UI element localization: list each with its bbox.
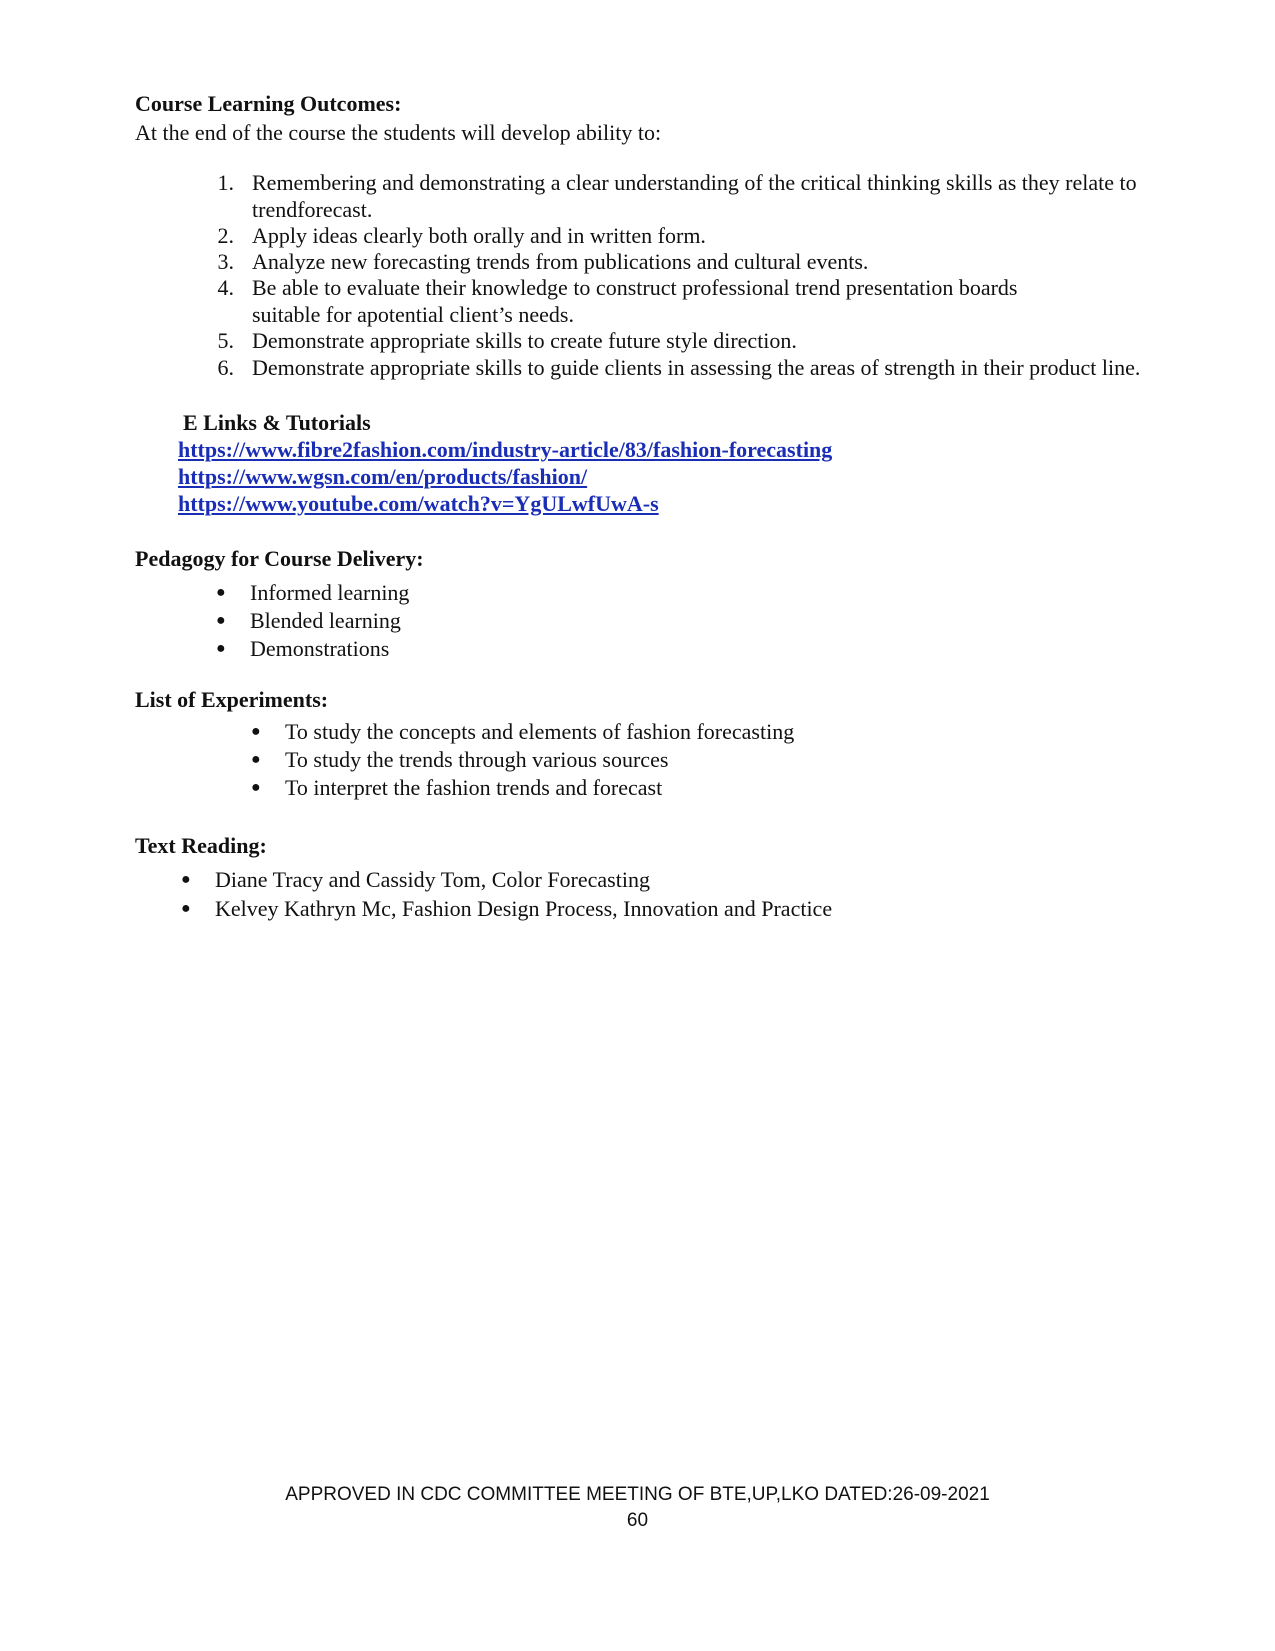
experiment-item-text: To study the trends through various sources <box>285 747 669 772</box>
clo-item-text: Demonstrate appropriate skills to guide clients in assessing the areas of strength in their product line. <box>252 355 1141 380</box>
clo-item-number: 1. <box>217 170 234 195</box>
clo-item-number: 3. <box>217 249 234 274</box>
experiment-item-text: To study the concepts and elements of fashion forecasting <box>285 719 795 744</box>
pedagogy-item-text: Demonstrations <box>250 636 390 661</box>
link-youtube[interactable]: https://www.youtube.com/watch?v=YgULwfUwA-s <box>178 491 659 516</box>
link-fibre2fashion[interactable]: https://www.fibre2fashion.com/industry-article/83/fashion-forecasting <box>178 437 833 462</box>
bullet-icon: ● <box>251 751 261 768</box>
footer-approval: APPROVED IN CDC COMMITTEE MEETING OF BTE,UP,LKO DATED:26-09-2021 <box>285 1484 990 1505</box>
clo-item-number: 5. <box>217 328 234 353</box>
bullet-icon: ● <box>181 900 191 917</box>
reading-item-text: Kelvey Kathryn Mc, Fashion Design Process, Innovation and Practice <box>215 896 833 921</box>
bullet-icon: ● <box>216 584 226 601</box>
link-wgsn[interactable]: https://www.wgsn.com/en/products/fashion/ <box>178 464 588 489</box>
bullet-icon: ● <box>216 612 226 629</box>
bullet-icon: ● <box>251 779 261 796</box>
clo-item-text: Demonstrate appropriate skills to create future style direction. <box>252 328 797 353</box>
clo-heading: Course Learning Outcomes: <box>135 91 402 116</box>
clo-item-number: 6. <box>217 355 234 380</box>
elinks-heading: E Links & Tutorials <box>183 410 371 435</box>
pedagogy-heading: Pedagogy for Course Delivery: <box>135 546 424 571</box>
bullet-icon: ● <box>251 723 261 740</box>
experiment-item-text: To interpret the fashion trends and forecast <box>285 775 663 800</box>
clo-intro: At the end of the course the students will develop ability to: <box>135 120 662 145</box>
bullet-icon: ● <box>181 871 191 888</box>
page-number: 60 <box>626 1510 649 1531</box>
clo-item-number: 4. <box>217 275 234 300</box>
clo-item-text: Remembering and demonstrating a clear understanding of the critical thinking skills as they relate to trendforecast. <box>252 170 1137 222</box>
clo-item-text: Be able to evaluate their knowledge to construct professional trend presentation boards suitable for apotential client’s needs. <box>252 275 1018 327</box>
clo-item-text: Apply ideas clearly both orally and in written form. <box>252 223 706 248</box>
pedagogy-item-text: Informed learning <box>250 580 410 605</box>
experiments-heading: List of Experiments: <box>135 687 329 712</box>
clo-item-number: 2. <box>217 223 234 248</box>
pedagogy-item-text: Blended learning <box>250 608 401 633</box>
bullet-icon: ● <box>216 640 226 657</box>
reading-heading: Text Reading: <box>135 833 267 858</box>
clo-item-text: Analyze new forecasting trends from publications and cultural events. <box>252 249 869 274</box>
reading-item-text: Diane Tracy and Cassidy Tom, Color Forecasting <box>215 867 650 892</box>
